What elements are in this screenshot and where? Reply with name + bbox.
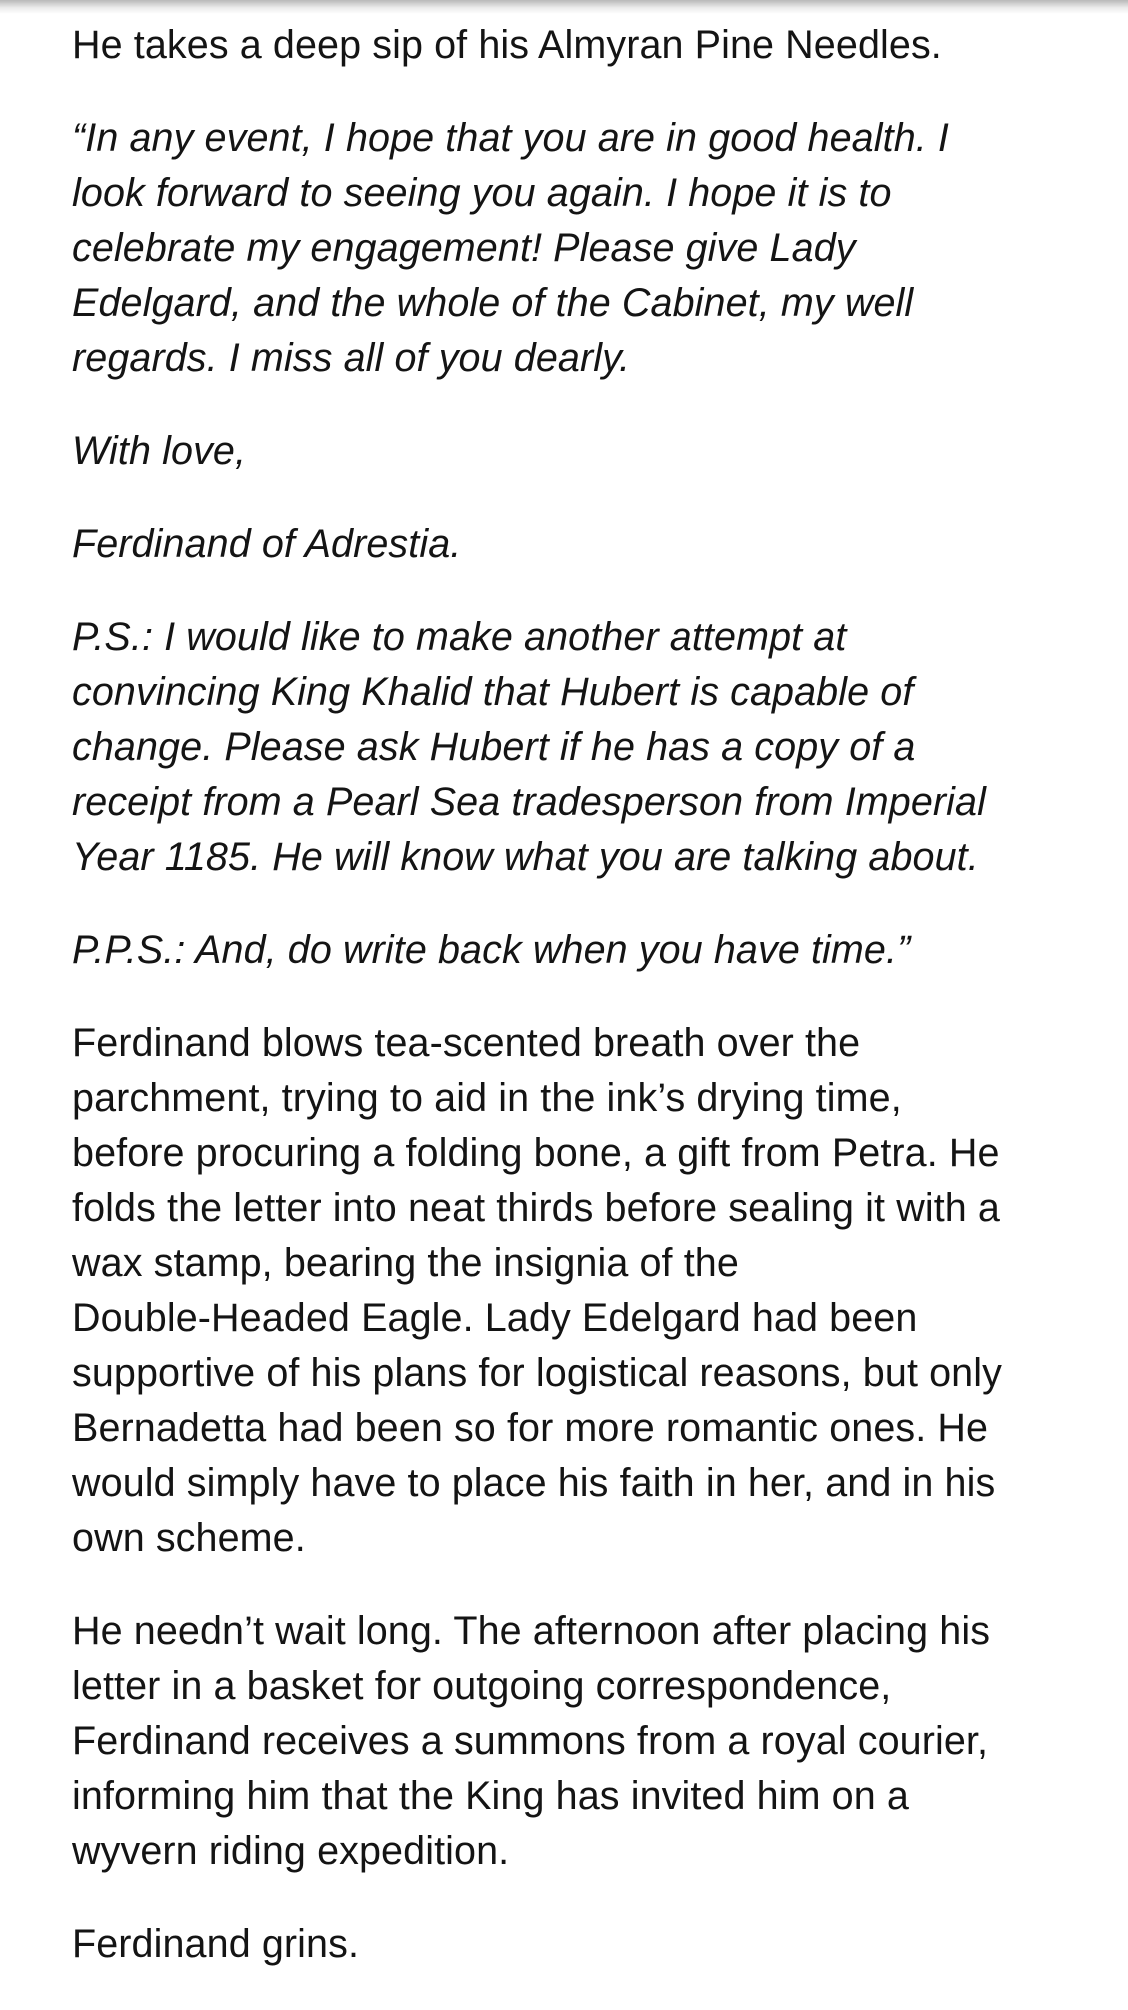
paragraph-letter-health: “In any event, I hope that you are in good health. I look forward to seeing you again. I hope it is to celebrate my engagement! Please give Lady Edelgard, and the whole of the Cabinet, my well regards. I miss all of you dearly. (72, 116, 949, 380)
paragraph-summons: He needn’t wait long. The afternoon after placing his letter in a basket for outgoing correspondence, Ferdinand receives a summons from a royal courier, informing him that the King has invited him on a wyvern riding expedition. (72, 1609, 991, 1873)
paragraph-grins: Ferdinand grins. (72, 1922, 360, 1966)
paragraph-letter-closing: With love, (72, 429, 247, 473)
paragraph-letter-ps: P.S.: I would like to make another attempt at convincing King Khalid that Hubert is capable of change. Please ask Hubert if he has a copy of a receipt from a Pearl Sea tradesperson from Imperial Year 1185. He will know what you are talking about. (72, 615, 986, 879)
story-text (72, 18, 1072, 2010)
paragraph-letter-pps: P.P.S.: And, do write back when you have time.” (72, 928, 911, 972)
paragraph-sealing-letter: Ferdinand blows tea-scented breath over the parchment, trying to aid in the ink’s drying time, before procuring a folding bone, a gift from Petra. He folds the letter into neat thirds before sealing it with a wax stamp, bearing the insignia of the Double-Headed Eagle. Lady Edelgard had been supportive of his plans for logistical reasons, but only Bernadetta had been so for more romantic ones. He would simply have to place his faith in her, and in his own scheme. (72, 1021, 1002, 1560)
paragraph-letter-signature: Ferdinand of Adrestia. (72, 522, 462, 566)
top-bar-shadow (0, 0, 1128, 14)
paragraph-sip: He takes a deep sip of his Almyran Pine Needles. (72, 23, 942, 67)
